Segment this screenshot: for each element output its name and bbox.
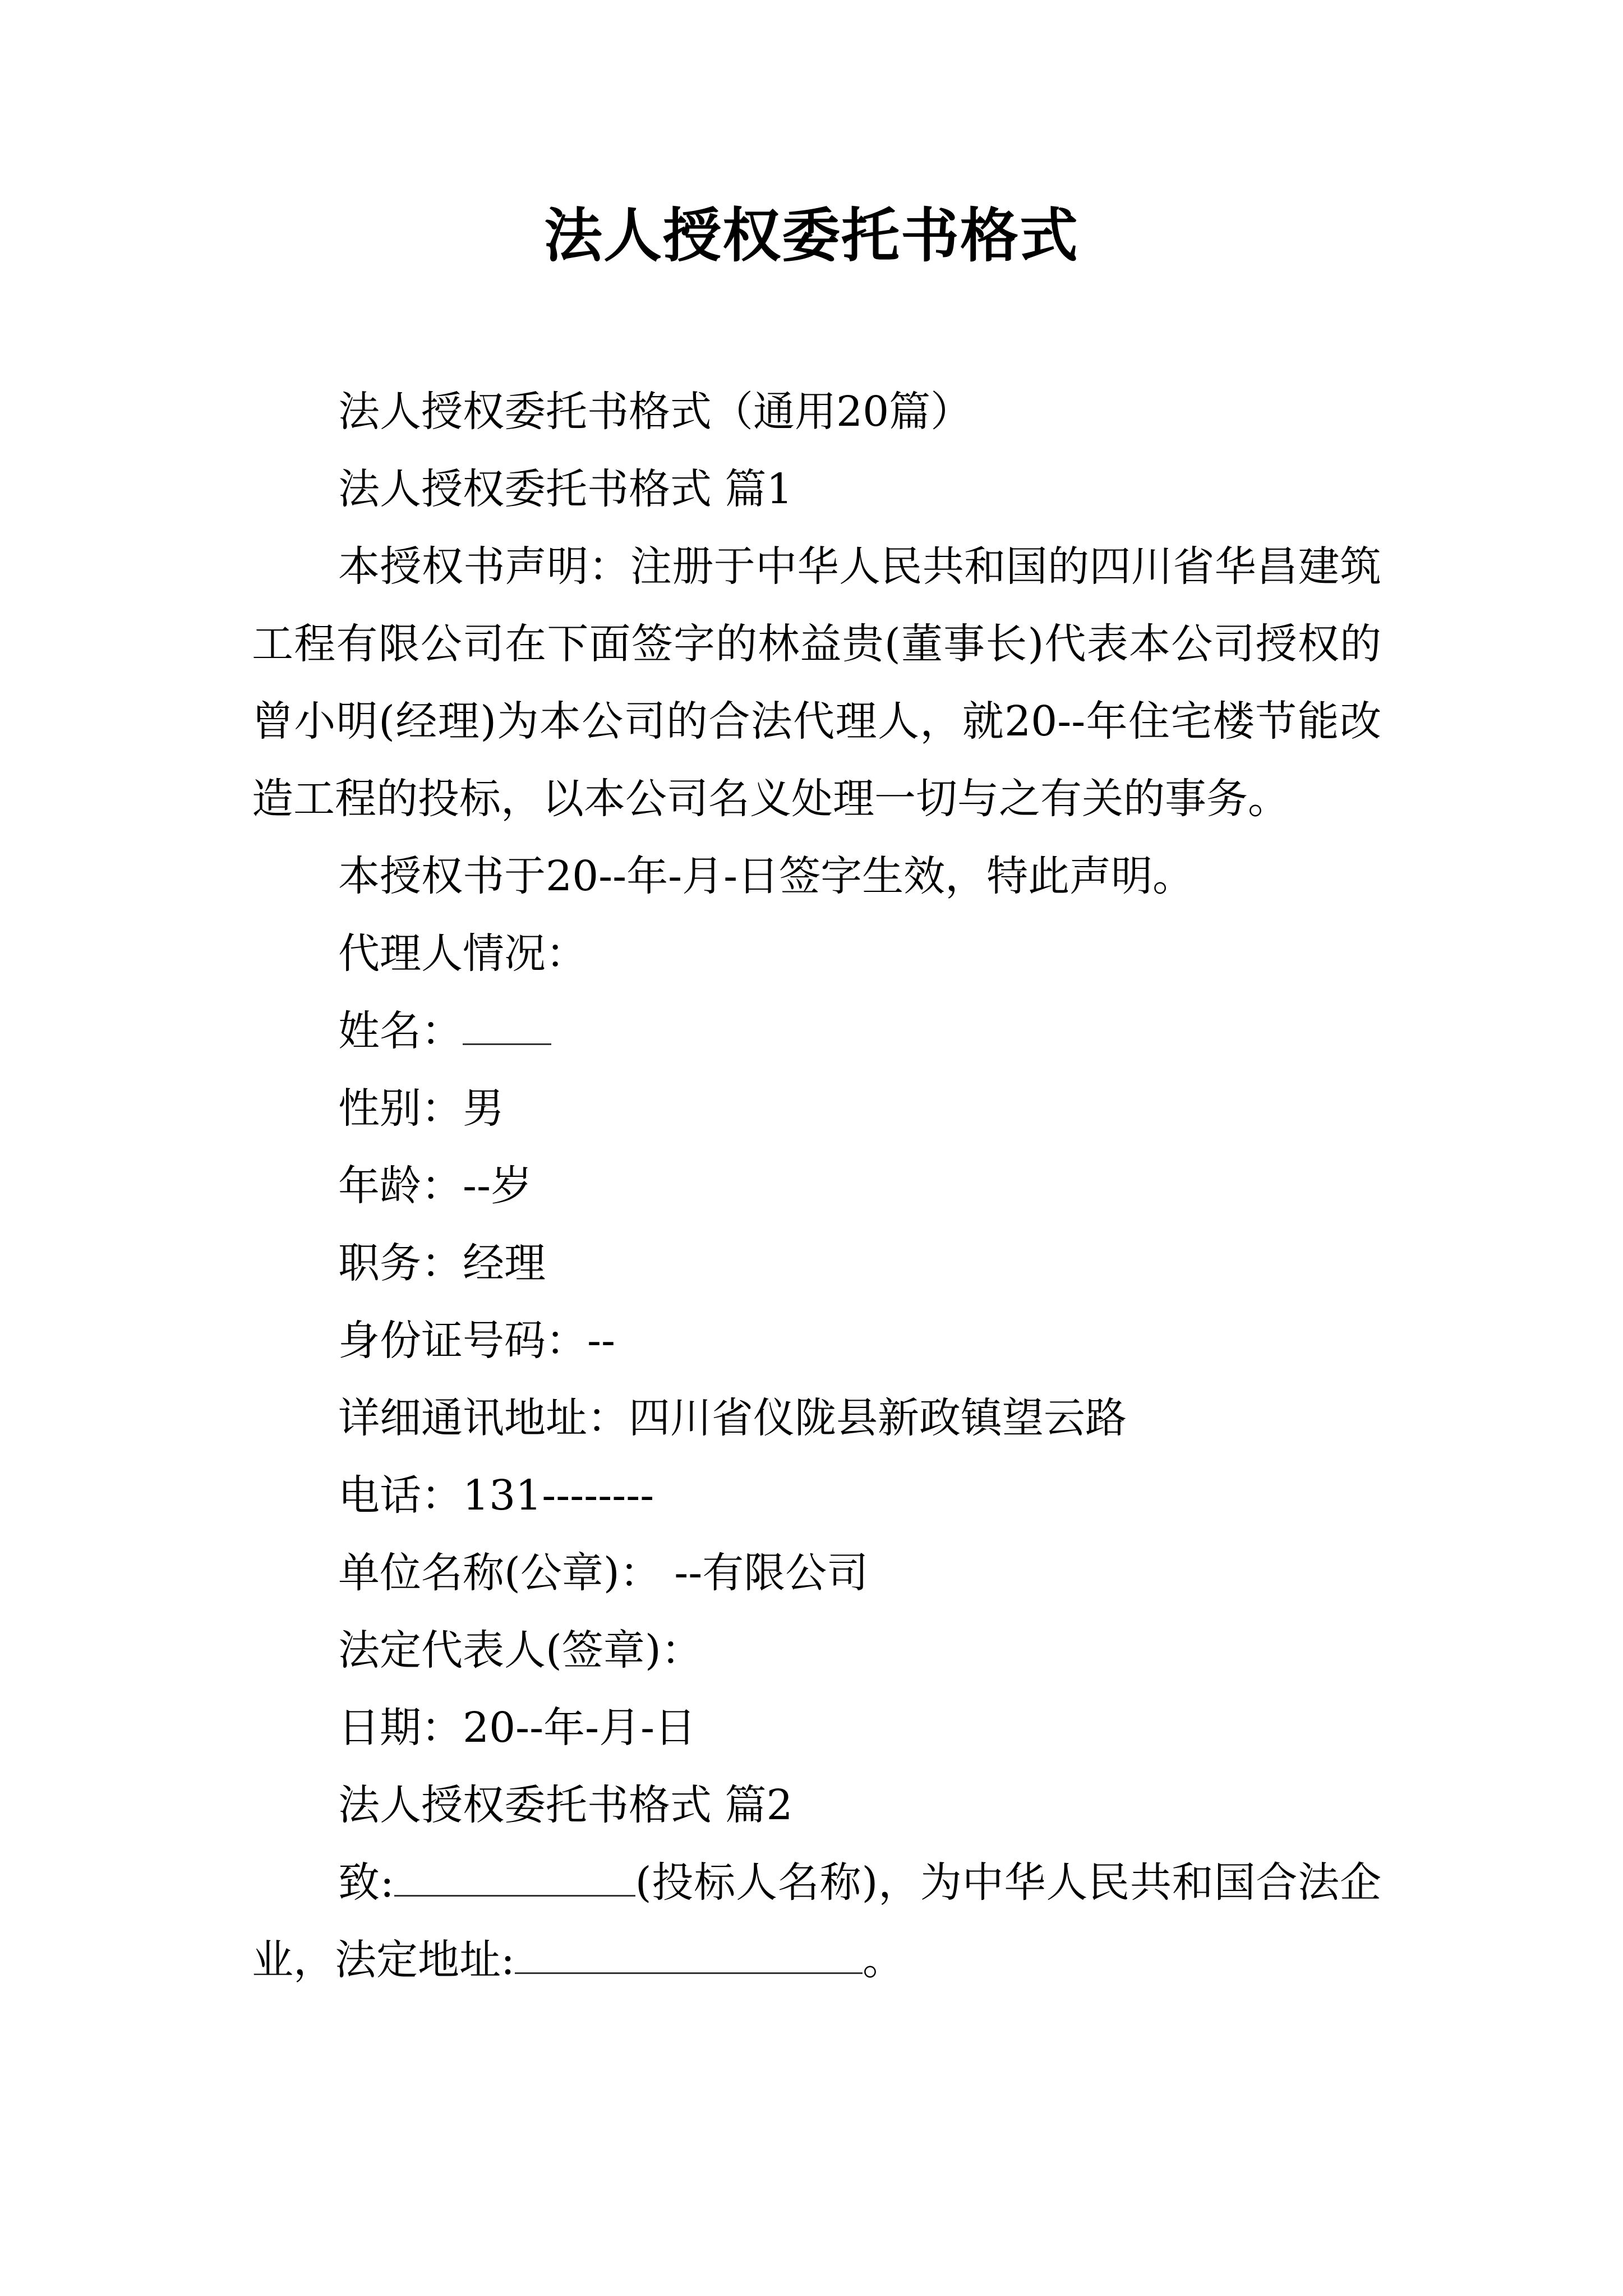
page-title: 法人授权委托书格式 [543,201,1079,270]
declaration-paragraph: 本授权书声明：注册于中华人民共和国的四川省华昌建筑工程有限公司在下面签字的林益贵(董事长)代表本公司授权的曾小明(经理)为本公司的合法代理人，就20--年住宅楼节能改造工程的投标，以本公司名义处理一切与之有关的事务。 [252,542,1381,823]
name-line [252,992,1381,1070]
subtitle: 法人授权委托书格式（通用20篇） [338,388,972,436]
legal-address-blank [515,1931,863,1974]
address-line: 详细通讯地址：四川省仪陇县新政镇望云路 [338,1394,1127,1442]
gender-line: 性别：男 [338,1084,504,1133]
date-line: 日期：20--年-月-日 [338,1704,697,1752]
legal-rep-line: 法定代表人(签章)： [338,1626,703,1674]
bidder-name-blank [394,1853,635,1897]
phone-line: 电话：131-------- [338,1471,654,1520]
position-line: 职务：经理 [338,1239,546,1287]
section-heading-2: 法人授权委托书格式 篇2 [338,1781,793,1829]
age-line: 年龄：--岁 [338,1162,533,1210]
document-body [252,373,1381,1999]
to-prefix: 致: [338,1858,394,1907]
addressee-paragraph [252,1844,1381,1999]
effective-statement: 本授权书于20--年-月-日签字生效，特此声明。 [338,852,1195,900]
agent-info-label: 代理人情况： [338,930,587,978]
company-line: 单位名称(公章)： --有限公司 [338,1549,869,1597]
to-end: 。 [862,1936,904,1984]
to-suffix: (投标人名称)，为中华人民共和国合法企业，法定地址: [252,1858,1381,1984]
id-number-line: 身份证号码：-- [338,1317,616,1365]
section-heading-1: 法人授权委托书格式 篇1 [338,465,793,513]
name-label: 姓名： [338,1007,463,1055]
name-blank [463,1002,551,1045]
